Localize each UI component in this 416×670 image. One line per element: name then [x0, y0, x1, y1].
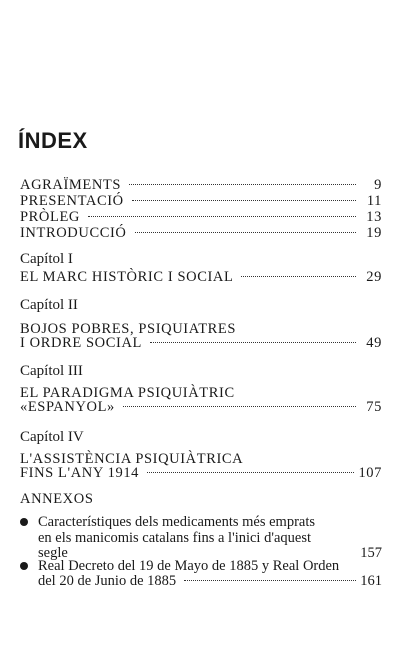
toc-entry-page: 11: [366, 193, 382, 209]
dot-leader: [123, 406, 356, 407]
toc-entry-chapter-2: [20, 334, 382, 352]
toc-entry-label: «ESPANYOL»: [20, 399, 115, 415]
toc-entry-label: segle: [38, 545, 68, 561]
toc-entry-label: del 20 de Junio de 1885: [38, 573, 177, 589]
dot-leader: [135, 232, 357, 233]
toc-entry-page: 161: [360, 573, 382, 589]
toc-entry-chapter-3: [20, 398, 382, 416]
toc-entry-page: 19: [366, 225, 382, 241]
chapter-heading: Capítol III: [20, 363, 83, 379]
toc-entry-label: PRÒLEG: [20, 209, 80, 225]
dot-leader: [150, 342, 356, 343]
toc-entry-page: 75: [366, 399, 382, 415]
toc-entry-label: I ORDRE SOCIAL: [20, 335, 142, 351]
toc-entry-label-line: EL PARADIGMA PSIQUIÀTRIC: [20, 385, 235, 401]
toc-entry-page: 49: [366, 335, 382, 351]
toc-entry-label: INTRODUCCIÓ: [20, 225, 127, 241]
dot-leader: [241, 276, 356, 277]
toc-entry-label: FINS L'ANY 1914: [20, 465, 140, 481]
toc-entry-label-line: L'ASSISTÈNCIA PSIQUIÀTRICA: [20, 451, 244, 467]
annex-line: Característiques dels medicaments més emprats: [38, 514, 316, 530]
toc-entry-label: EL MARC HISTÒRIC I SOCIAL: [20, 269, 234, 285]
annexes-heading: ANNEXOS: [20, 491, 94, 507]
dot-leader: [129, 184, 356, 185]
bullet-icon: [20, 562, 28, 570]
toc-entry-label: AGRAÏMENTS: [20, 177, 122, 193]
toc-entry-annex-2: [38, 572, 382, 590]
toc-entry-page: 9: [374, 177, 382, 193]
toc-entry-label-line: BOJOS POBRES, PSIQUIATRES: [20, 321, 237, 337]
chapter-heading: Capítol IV: [20, 429, 84, 445]
chapter-heading: Capítol II: [20, 297, 78, 313]
leader-space: [76, 552, 356, 553]
toc-entry-label: PRESENTACIÓ: [20, 193, 124, 209]
toc-entry-page: 29: [366, 269, 382, 285]
toc-entry-page: 157: [360, 545, 382, 561]
toc-entry-chapter-1: [20, 268, 382, 286]
toc-entry-page: 107: [358, 465, 382, 481]
toc-entry-chapter-4: [20, 464, 382, 482]
toc-entry-introduccio: [20, 224, 382, 242]
bullet-icon: [20, 518, 28, 526]
dot-leader: [184, 580, 356, 581]
annex-line: en els manicomis catalans fins a l'inici d'aquest: [38, 530, 311, 546]
dot-leader: [132, 200, 356, 201]
annex-line: Real Decreto del 19 de Mayo de 1885 y Real Orden: [38, 558, 340, 574]
toc-entry-page: 13: [366, 209, 382, 225]
page-title: ÍNDEX: [18, 128, 88, 153]
chapter-heading: Capítol I: [20, 251, 73, 267]
dot-leader: [88, 216, 356, 217]
dot-leader: [147, 472, 354, 473]
